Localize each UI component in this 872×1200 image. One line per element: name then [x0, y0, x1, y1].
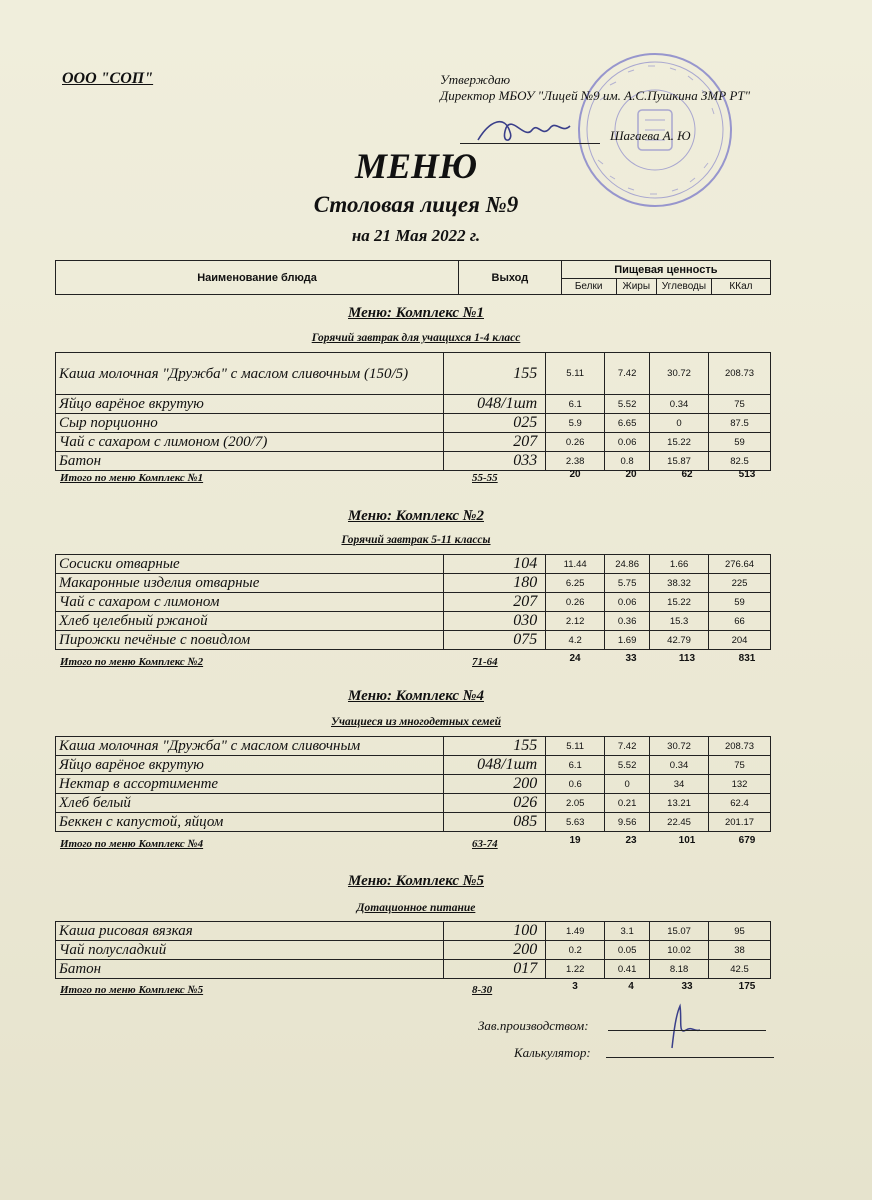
table-row	[56, 353, 771, 395]
dish-output: 085	[444, 813, 546, 832]
protein-value: 0.2	[546, 941, 605, 960]
dish-name: Беккен с капустой, яйцом	[56, 813, 444, 832]
fat-value: 5.75	[605, 574, 650, 593]
total-label: Итого по меню Комплекс №4	[60, 838, 204, 850]
column-header-table	[55, 260, 771, 295]
table-row	[56, 555, 771, 574]
protein-value: 4.2	[546, 631, 605, 650]
total-protein: 24	[569, 653, 581, 664]
total-carbs: 113	[678, 653, 696, 664]
fat-value: 9.56	[605, 813, 650, 832]
table-row	[56, 737, 771, 756]
page-subtitle: Столовая лицея №9	[313, 192, 519, 217]
total-fat: 33	[625, 653, 637, 664]
dish-name: Чай с сахаром с лимоном (200/7)	[56, 433, 444, 452]
dish-output: 048/1шт	[444, 756, 546, 775]
kcal-value: 75	[709, 395, 771, 414]
fat-value: 0.06	[605, 593, 650, 612]
production-head-label: Зав.производством:	[478, 1018, 589, 1033]
carbs-value: 38.32	[650, 574, 709, 593]
kcal-value: 66	[709, 612, 771, 631]
approve-label: Утверждаю	[440, 72, 511, 87]
dish-name: Каша рисовая вязкая	[56, 922, 444, 941]
kcal-value: 75	[709, 756, 771, 775]
kcal-value: 87.5	[709, 414, 771, 433]
protein-value: 1.49	[546, 922, 605, 941]
carbs-value: 15.3	[650, 612, 709, 631]
protein-value: 5.63	[546, 813, 605, 832]
table-row	[56, 395, 771, 414]
dish-output: 200	[444, 941, 546, 960]
protein-value: 6.1	[546, 395, 605, 414]
protein-value: 6.25	[546, 574, 605, 593]
production-signature	[660, 1000, 710, 1050]
section-title: Меню: Комплекс №4	[348, 688, 484, 704]
dish-output: 104	[444, 555, 546, 574]
carbs-value: 13.21	[650, 794, 709, 813]
carbs-value: 15.22	[650, 593, 709, 612]
protein-value: 11.44	[546, 555, 605, 574]
calculator-label: Калькулятор:	[514, 1045, 591, 1060]
menu-table	[55, 554, 771, 650]
protein-value: 0.26	[546, 593, 605, 612]
fat-value: 0.41	[605, 960, 650, 979]
dish-name: Пирожки печёные с повидлом	[56, 631, 444, 650]
col-name-header: Наименование блюда	[56, 261, 459, 295]
fat-value: 6.65	[605, 414, 650, 433]
dish-name: Нектар в ассортименте	[56, 775, 444, 794]
total-kcal: 175	[738, 981, 756, 992]
protein-value: 5.11	[546, 737, 605, 756]
total-label: Итого по меню Комплекс №2	[60, 656, 204, 668]
director-signature	[470, 110, 580, 150]
protein-value: 2.12	[546, 612, 605, 631]
fat-value: 24.86	[605, 555, 650, 574]
carbs-value: 1.66	[650, 555, 709, 574]
fat-value: 3.1	[605, 922, 650, 941]
kcal-value: 201.17	[709, 813, 771, 832]
dish-output: 200	[444, 775, 546, 794]
col-kcal-header: ККал	[711, 279, 770, 295]
dish-name: Сосиски отварные	[56, 555, 444, 574]
dish-output: 100	[444, 922, 546, 941]
dish-output: 075	[444, 631, 546, 650]
dish-name: Каша молочная "Дружба" с маслом сливочным (150/5)	[56, 353, 444, 395]
fat-value: 0.05	[605, 941, 650, 960]
kcal-value: 42.5	[709, 960, 771, 979]
total-fat: 20	[625, 469, 637, 480]
table-row	[56, 433, 771, 452]
director-title: Директор МБОУ "Лицей №9 им. А.С.Пушкина ЗМР РТ"	[440, 88, 751, 103]
table-row	[56, 452, 771, 471]
protein-value: 2.05	[546, 794, 605, 813]
kcal-value: 62.4	[709, 794, 771, 813]
dish-name: Яйцо варёное вкрутую	[56, 756, 444, 775]
col-fat-header: Жиры	[616, 279, 656, 295]
col-carbs-header: Углеводы	[656, 279, 711, 295]
protein-value: 1.22	[546, 960, 605, 979]
fat-value: 7.42	[605, 353, 650, 395]
total-label: Итого по меню Комплекс №1	[60, 472, 204, 484]
carbs-value: 34	[650, 775, 709, 794]
section-title: Меню: Комплекс №2	[348, 508, 484, 524]
col-nutrition-header: Пищевая ценность	[561, 261, 770, 279]
dish-output: 155	[444, 353, 546, 395]
dish-name: Батон	[56, 960, 444, 979]
total-fat: 4	[628, 981, 634, 992]
dish-output: 030	[444, 612, 546, 631]
kcal-value: 59	[709, 593, 771, 612]
dish-output: 207	[444, 433, 546, 452]
kcal-value: 208.73	[709, 737, 771, 756]
table-row	[56, 794, 771, 813]
calculator-signature-line	[606, 1057, 774, 1058]
approval-block	[440, 72, 770, 104]
dish-output: 017	[444, 960, 546, 979]
dish-output: 026	[444, 794, 546, 813]
kcal-value: 204	[709, 631, 771, 650]
total-carbs: 33	[681, 981, 693, 992]
dish-name: Хлеб целебный ржаной	[56, 612, 444, 631]
dish-name: Чай с сахаром с лимоном	[56, 593, 444, 612]
fat-value: 7.42	[605, 737, 650, 756]
dish-name: Макаронные изделия отварные	[56, 574, 444, 593]
carbs-value: 0	[650, 414, 709, 433]
total-fat: 23	[625, 835, 637, 846]
section-subtitle: Учащиеся из многодетных семей	[331, 716, 501, 728]
section-subtitle: Горячий завтрак для учащихся 1-4 класс	[311, 332, 521, 344]
section-subtitle: Дотационное питание	[356, 902, 476, 914]
menu-table	[55, 736, 771, 832]
kcal-value: 225	[709, 574, 771, 593]
production-signature-line	[608, 1030, 766, 1031]
kcal-value: 38	[709, 941, 771, 960]
carbs-value: 0.34	[650, 395, 709, 414]
section-title: Меню: Комплекс №1	[348, 305, 484, 321]
menu-table	[55, 921, 771, 979]
dish-name: Хлеб белый	[56, 794, 444, 813]
carbs-value: 15.22	[650, 433, 709, 452]
carbs-value: 42.79	[650, 631, 709, 650]
section-total-row	[60, 469, 776, 486]
menu-table	[55, 352, 771, 471]
table-row	[56, 922, 771, 941]
table-row	[56, 960, 771, 979]
total-label: Итого по меню Комплекс №5	[60, 984, 204, 996]
kcal-value: 82.5	[709, 452, 771, 471]
table-row	[56, 813, 771, 832]
total-kcal: 679	[738, 835, 756, 846]
carbs-value: 30.72	[650, 353, 709, 395]
section-total-row	[60, 835, 776, 852]
total-protein: 3	[572, 981, 578, 992]
total-output: 55-55	[472, 472, 498, 484]
section-total-row	[60, 653, 776, 670]
fat-value: 5.52	[605, 395, 650, 414]
dish-output: 180	[444, 574, 546, 593]
dish-output: 033	[444, 452, 546, 471]
table-row	[56, 574, 771, 593]
approver-name: Шагаева А. Ю	[610, 128, 691, 143]
dish-output: 025	[444, 414, 546, 433]
menu-date: на 21 Мая 2022 г.	[351, 226, 481, 245]
table-row	[56, 414, 771, 433]
carbs-value: 10.02	[650, 941, 709, 960]
kcal-value: 95	[709, 922, 771, 941]
protein-value: 2.38	[546, 452, 605, 471]
col-output-header: Выход	[459, 261, 562, 295]
total-output: 63-74	[472, 838, 498, 850]
table-row	[56, 612, 771, 631]
dish-name: Батон	[56, 452, 444, 471]
dish-output: 048/1шт	[444, 395, 546, 414]
kcal-value: 132	[709, 775, 771, 794]
section-total-row	[60, 981, 776, 998]
fat-value: 0.8	[605, 452, 650, 471]
total-output: 8-30	[472, 984, 493, 996]
dish-output: 207	[444, 593, 546, 612]
carbs-value: 0.34	[650, 756, 709, 775]
carbs-value: 15.87	[650, 452, 709, 471]
carbs-value: 15.07	[650, 922, 709, 941]
company-name: ООО "СОП"	[62, 70, 154, 87]
kcal-value: 208.73	[709, 353, 771, 395]
total-protein: 19	[569, 835, 581, 846]
kcal-value: 59	[709, 433, 771, 452]
signature-line	[460, 143, 600, 144]
table-row	[56, 941, 771, 960]
total-output: 71-64	[472, 656, 498, 668]
protein-value: 0.26	[546, 433, 605, 452]
dish-name: Яйцо варёное вкрутую	[56, 395, 444, 414]
total-kcal: 831	[738, 653, 756, 664]
fat-value: 1.69	[605, 631, 650, 650]
table-row	[56, 631, 771, 650]
fat-value: 0	[605, 775, 650, 794]
total-protein: 20	[569, 469, 581, 480]
fat-value: 0.21	[605, 794, 650, 813]
fat-value: 0.06	[605, 433, 650, 452]
page-title: МЕНЮ	[354, 146, 478, 186]
fat-value: 0.36	[605, 612, 650, 631]
section-title: Меню: Комплекс №5	[348, 873, 484, 889]
table-row	[56, 593, 771, 612]
dish-output: 155	[444, 737, 546, 756]
dish-name: Сыр порционно	[56, 414, 444, 433]
protein-value: 5.9	[546, 414, 605, 433]
protein-value: 5.11	[546, 353, 605, 395]
protein-value: 6.1	[546, 756, 605, 775]
col-protein-header: Белки	[561, 279, 616, 295]
dish-name: Каша молочная "Дружба" с маслом сливочным	[56, 737, 444, 756]
total-carbs: 101	[678, 835, 696, 846]
table-row	[56, 756, 771, 775]
table-row	[56, 775, 771, 794]
fat-value: 5.52	[605, 756, 650, 775]
section-subtitle: Горячий завтрак 5-11 классы	[341, 534, 491, 546]
total-carbs: 62	[681, 469, 693, 480]
carbs-value: 30.72	[650, 737, 709, 756]
carbs-value: 22.45	[650, 813, 709, 832]
total-kcal: 513	[738, 469, 756, 480]
carbs-value: 8.18	[650, 960, 709, 979]
dish-name: Чай полусладкий	[56, 941, 444, 960]
kcal-value: 276.64	[709, 555, 771, 574]
protein-value: 0.6	[546, 775, 605, 794]
